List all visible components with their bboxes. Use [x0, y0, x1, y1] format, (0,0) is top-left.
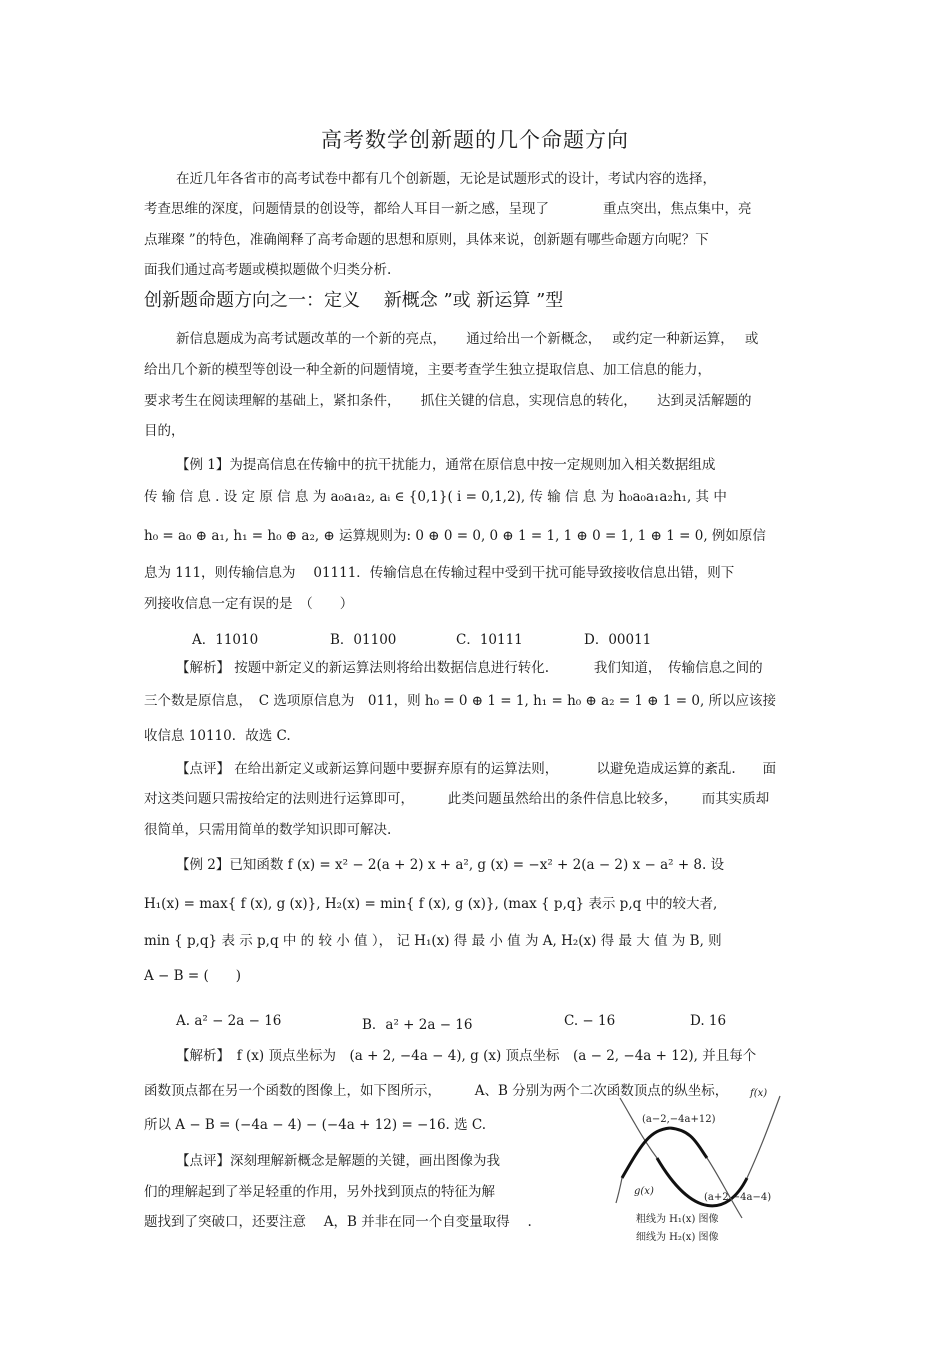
intro-line-2: 考查思维的深度，问题情景的创设等，都给人耳目一新之感，呈现了 重点突出，焦点集中，亮 [144, 201, 752, 217]
g-thin-left-tail [616, 1178, 622, 1203]
example2-line-1: 【例 2】已知函数 f (x) = x² − 2(a + 2) x + a², g (x) = −x² + 2(a − 2) x − a² + 8. 设 [176, 857, 725, 873]
example1-solution-line-2: 三个数是原信息， C 选项原信息为 011，则 h₀ = 0 ⊕ 1 = 1, h₁ = h₀ ⊕ a₂ = 1 ⊕ 1 = 0, 所以应该接 [144, 693, 777, 709]
example1-choice-a: A．11010 [192, 632, 259, 648]
example1-choice-b: B．01100 [330, 632, 397, 648]
example2-review-line-1: 【点评】深刻理解新概念是解题的关键，画出图像为我 [176, 1153, 500, 1169]
example2-choice-d: D. 16 [690, 1013, 727, 1029]
example2-line-3: min { p,q} 表 示 p,q 中 的 较 小 值 ）， 记 H₁(x) 得 最 小 值 为 A, H₂(x) 得 最 大 值 为 B, 则 [144, 933, 722, 949]
example1-choice-d: D．00011 [584, 632, 652, 648]
g-thick-curve-2 [670, 1128, 707, 1158]
example2-line-4: A − B = ( ) [144, 968, 241, 984]
example1-solution-line-1: 【解析】 按题中新定义的新运算法则将给出数据信息进行转化. 我们知道， 传输信息之间的 [176, 660, 763, 676]
section-para-line-1: 新信息题成为高考试题改革的一个新的亮点， 通过给出一个新概念， 或约定一种新运算， 或 [176, 331, 759, 347]
section-para-line-4: 目的， [144, 423, 185, 439]
example1-review-line-3: 很简单，只需用简单的数学知识即可解决. [144, 822, 392, 838]
label-g-vertex: (a−2,−4a+12) [642, 1114, 716, 1125]
example2-review-line-3: 题找到了突破口，还要注意 A，B 并非在同一个自变量取得 . [144, 1214, 532, 1230]
example2-choice-b: B．a² + 2a − 16 [362, 1017, 473, 1033]
example1-line-4: 息为 111，则传输信息为 01111．传输信息在传输过程中受到干扰可能导致接收信息出错，则下 [144, 565, 735, 581]
section-heading: 创新题命题方向之一：定义 新概念 ”或 新运算 ”型 [144, 290, 564, 311]
example1-line-1: 【例 1】为提高信息在传输中的抗干扰能力，通常在原信息中按一定规则加入相关数据组成 [176, 457, 716, 473]
g-thin-curve [707, 1158, 742, 1218]
section-para-line-2: 给出几个新的模型等创设一种全新的问题情境，主要考查学生独立提取信息、加工信息的能力， [144, 362, 711, 378]
example1-line-3: h₀ = a₀ ⊕ a₁, h₁ = h₀ ⊕ a₂, ⊕ 运算规则为: 0 ⊕ 0 = 0, 0 ⊕ 1 = 1, 1 ⊕ 0 = 1, 1 ⊕ 1 = 0, 例如原信 [144, 528, 766, 544]
f-thin-right-curve [747, 1096, 780, 1178]
intro-line-3: 点璀璨 ”的特色，准确阐释了高考命题的思想和原则，具体来说，创新题有哪些命题方向呢？下 [144, 232, 709, 248]
example2-choice-a: A. a² − 2a − 16 [176, 1013, 282, 1029]
example2-line-2: H₁(x) = max{ f (x), g (x)}, H₂(x) = min{ f (x), g (x)}, (max { p,q} 表示 p,q 中的较大者, [144, 896, 718, 912]
page-title: 高考数学创新题的几个命题方向 [321, 128, 629, 152]
example2-solution-line-3: 所以 A − B = (−4a − 4) − (−4a + 12) = −16. 选 C. [144, 1117, 487, 1133]
example1-line-5: 列接收信息一定有误的是 （ ） [144, 596, 354, 612]
example2-review-line-2: 们的理解起到了举足轻重的作用，另外找到顶点的特征为解 [144, 1184, 495, 1200]
caption-thin: 细线为 H₂(x) 图像 [636, 1232, 719, 1243]
label-g: g(x) [634, 1186, 654, 1197]
label-f-vertex: (a+2,−4a−4) [704, 1192, 772, 1203]
example1-review-line-2: 对这类问题只需按给定的法则进行运算即可， 此类问题虽然给出的条件信息比较多， 而其实质却 [144, 791, 770, 807]
example1-review-line-1: 【点评】 在给出新定义或新运算问题中要摒弃原有的运算法则， 以避免造成运算的紊乱. 面 [176, 761, 777, 777]
example2-solution-line-1: 【解析】 f (x) 顶点坐标为 (a + 2, −4a − 4), g (x) 顶点坐标 (a − 2, −4a + 12), 并且每个 [176, 1048, 757, 1064]
example1-solution-line-3: 收信息 10110．故选 C. [144, 728, 291, 744]
g-thick-curve [622, 1128, 670, 1178]
example2-choice-c: C. − 16 [564, 1013, 616, 1029]
example1-choice-c: C．10111 [456, 632, 523, 648]
intro-line-4: 面我们通过高考题或模拟题做个归类分析. [144, 262, 392, 278]
intro-line-1: 在近几年各省市的高考试卷中都有几个创新题，无论是试题形式的设计，考试内容的选择， [176, 171, 716, 187]
example2-solution-line-2: 函数顶点都在另一个函数的图像上，如下图所示， A、B 分别为两个二次函数顶点的纵坐标， [144, 1083, 729, 1099]
section-para-line-3: 要求考生在阅读理解的基础上，紧扣条件， 抓住关键的信息，实现信息的转化， 达到灵活解题的 [144, 393, 752, 409]
label-f: f(x) [750, 1088, 768, 1099]
example1-line-2: 传 输 信 息 . 设 定 原 信 息 为 a₀a₁a₂, aᵢ ∈ {0,1}( i = 0,1,2), 传 输 信 息 为 h₀a₀a₁a₂h₁, 其 中 [144, 489, 727, 505]
parabola-figure [612, 1078, 787, 1253]
caption-thick: 粗线为 H₁(x) 图像 [636, 1214, 719, 1225]
